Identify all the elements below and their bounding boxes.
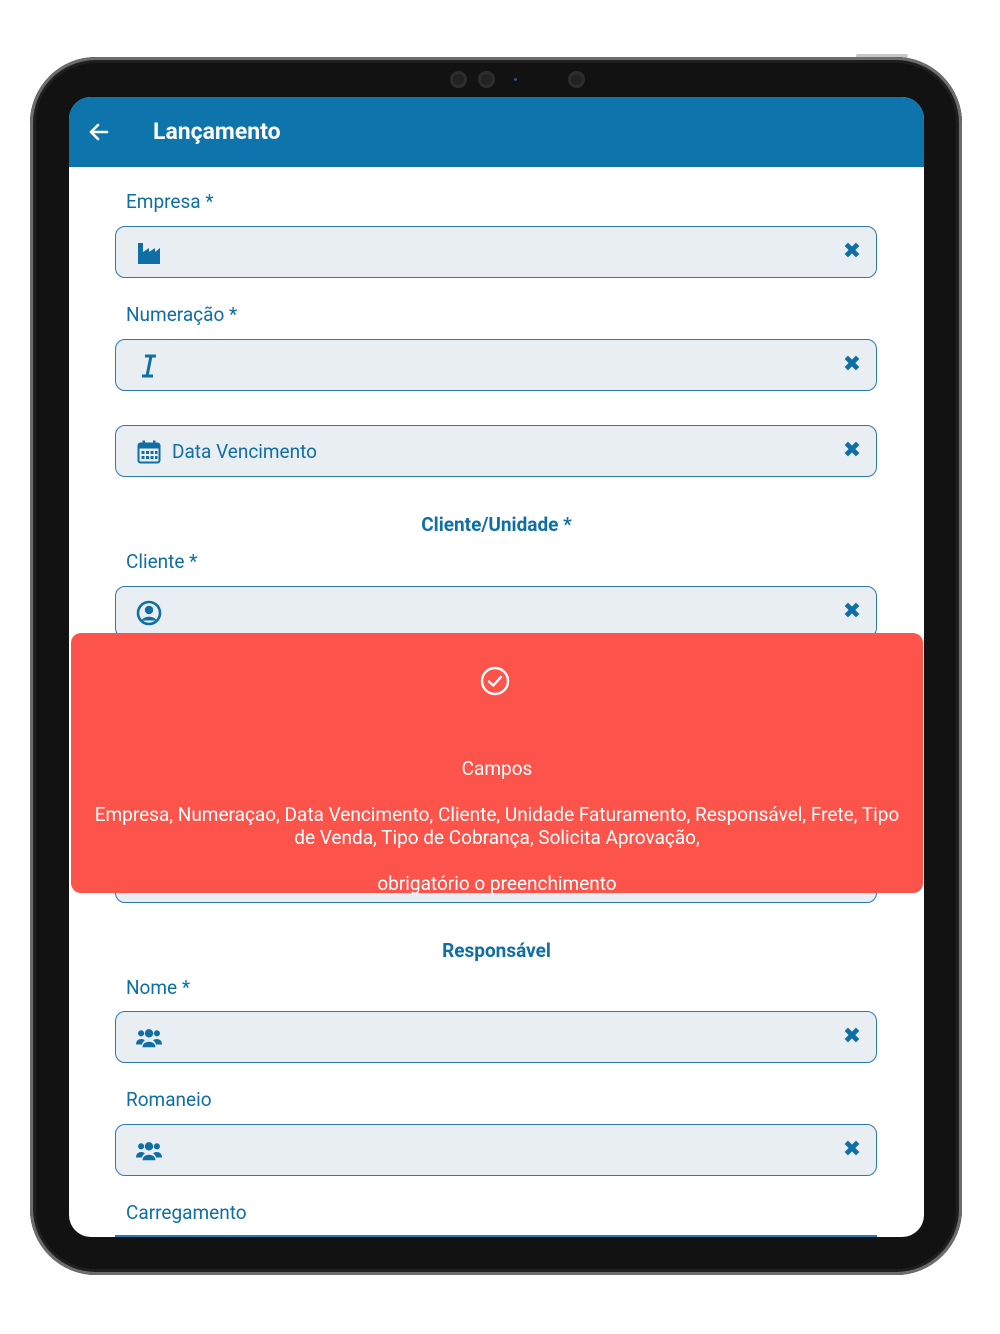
arrow-left-icon[interactable]: [87, 117, 109, 147]
calendar-icon: [136, 439, 162, 465]
data-vencimento-placeholder: Data Vencimento: [172, 440, 317, 463]
validation-toast: [71, 633, 923, 893]
close-icon[interactable]: ✖: [842, 438, 862, 463]
close-icon[interactable]: ✖: [842, 1137, 862, 1162]
toast-fields-line-2: de Venda, Tipo de Cobrança, Solicita Aprovação,: [294, 826, 700, 849]
users-group-icon: [136, 1025, 162, 1051]
close-icon[interactable]: ✖: [842, 1024, 862, 1049]
camera-lens: [478, 71, 495, 88]
close-icon[interactable]: ✖: [842, 352, 862, 377]
check-circle-icon: [480, 666, 510, 696]
camera-lens: [568, 71, 585, 88]
close-icon[interactable]: ✖: [842, 599, 862, 624]
empresa-field[interactable]: [115, 226, 877, 278]
app-bar: [69, 97, 924, 167]
cliente-label: Cliente *: [126, 550, 198, 573]
italic-i-icon: [136, 353, 162, 379]
carregamento-field-edge[interactable]: [115, 1235, 877, 1237]
nome-field[interactable]: [115, 1011, 877, 1063]
toast-required-fields: [81, 803, 913, 849]
camera-sensor: [514, 78, 517, 81]
romaneio-field[interactable]: [115, 1124, 877, 1176]
users-group-icon: [136, 1138, 162, 1164]
cliente-field[interactable]: [115, 586, 877, 638]
data-vencimento-field[interactable]: [115, 425, 877, 477]
responsavel-section-title: Responsável: [442, 939, 551, 962]
toast-title: Campos: [461, 757, 533, 780]
user-circle-icon: [136, 600, 162, 626]
empresa-label: Empresa *: [126, 190, 214, 213]
toast-message: obrigatório o preenchimento: [377, 872, 617, 895]
close-icon[interactable]: ✖: [842, 239, 862, 264]
numeracao-label: Numeração *: [126, 303, 238, 326]
factory-icon: [136, 240, 162, 266]
carregamento-label: Carregamento: [126, 1201, 247, 1224]
cliente-unidade-section-title: Cliente/Unidade *: [421, 513, 572, 536]
camera-bar: [450, 67, 600, 91]
romaneio-label: Romaneio: [126, 1088, 212, 1111]
numeracao-field[interactable]: [115, 339, 877, 391]
app-screen: [69, 97, 924, 1237]
camera-lens: [450, 71, 467, 88]
nome-label: Nome *: [126, 976, 191, 999]
page-title: Lançamento: [153, 118, 281, 145]
toast-fields-line-1: Empresa, Numeraçao, Data Vencimento, Cliente, Unidade Faturamento, Responsável, Frete, Tipo: [94, 803, 900, 826]
